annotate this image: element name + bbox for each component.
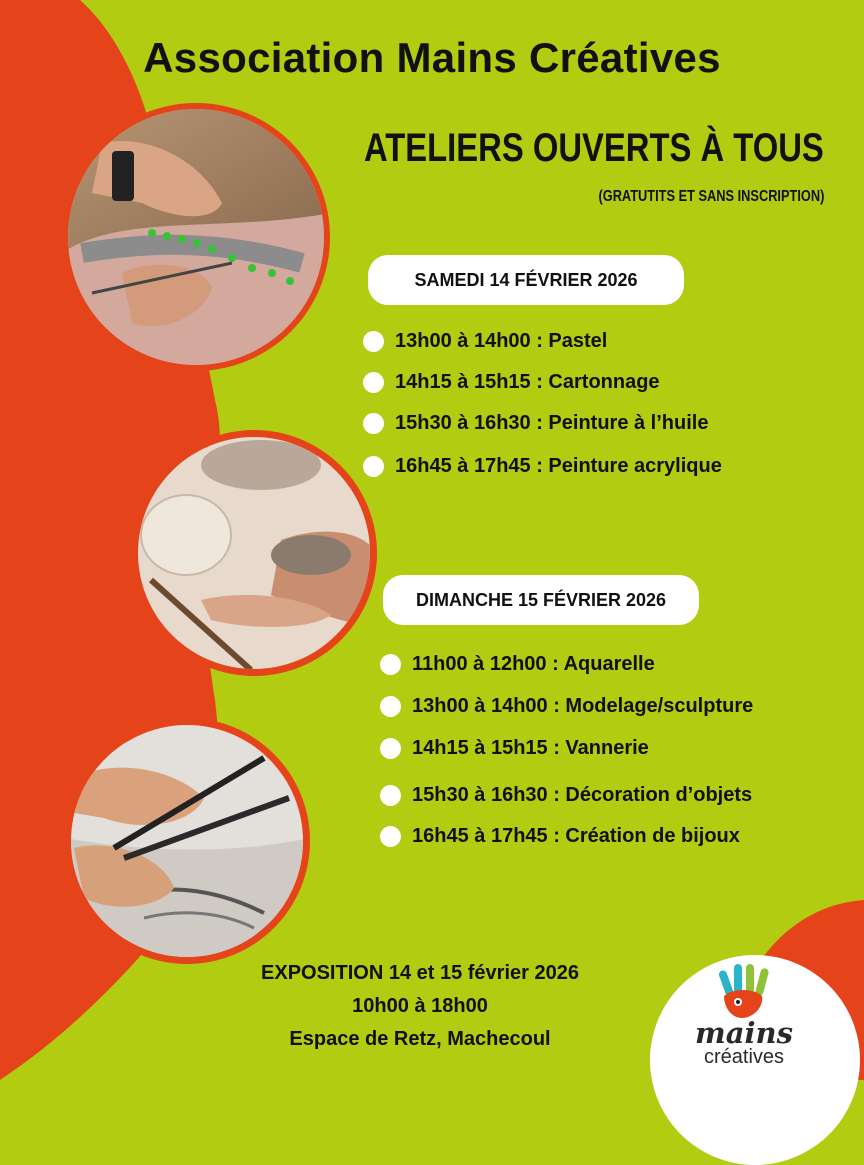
bullet-dot	[380, 696, 401, 717]
list-item	[363, 412, 708, 435]
list-item	[363, 330, 607, 353]
session-text: 15h30 à 16h30 : Peinture à l’huile	[395, 412, 709, 434]
session-text: 16h45 à 17h45 : Création de bijoux	[412, 825, 740, 847]
bullet-dot	[380, 826, 401, 847]
upholstery-photo	[62, 103, 330, 371]
session-text: 13h00 à 14h00 : Pastel	[395, 330, 608, 352]
workshops-headline: ATELIERS OUVERTS À TOUS	[364, 126, 824, 170]
list-item	[380, 784, 752, 807]
drawing-pencils-photo	[64, 718, 310, 964]
bullet-dot	[363, 413, 384, 434]
session-text: 14h15 à 15h15 : Vannerie	[412, 737, 649, 759]
session-text: 16h45 à 17h45 : Peinture acrylique	[395, 455, 722, 477]
raised-hand-face-icon	[712, 962, 782, 1022]
bullet-dot	[363, 372, 384, 393]
bullet-dot	[363, 456, 384, 477]
free-no-registration-note: (GRATUTITS ET SANS INSCRIPTION)	[598, 188, 824, 205]
session-text: 11h00 à 12h00 : Aquarelle	[412, 653, 655, 675]
logo-subtitle: créatives	[703, 1046, 785, 1068]
bullet-dot	[380, 785, 401, 806]
bullet-dot	[363, 331, 384, 352]
list-item	[363, 455, 722, 478]
logo-wordmark: mains	[695, 1016, 793, 1050]
list-item	[363, 371, 660, 394]
clay-modeling-photo	[131, 430, 377, 676]
exhibition-location: Espace de Retz, Machecoul	[289, 1028, 551, 1050]
list-item	[380, 695, 753, 718]
session-text: 13h00 à 14h00 : Modelage/sculpture	[412, 695, 754, 717]
list-item	[380, 825, 740, 848]
exhibition-hours: 10h00 à 18h00	[352, 995, 488, 1017]
saturday-date-pill: SAMEDI 14 FÉVRIER 2026	[368, 255, 684, 305]
session-text: 15h30 à 16h30 : Décoration d’objets	[412, 784, 753, 806]
session-text: 14h15 à 15h15 : Cartonnage	[395, 371, 660, 393]
exhibition-title: EXPOSITION 14 et 15 février 2026	[261, 962, 579, 984]
association-title: Association Mains Créatives	[143, 34, 721, 81]
bullet-dot	[380, 738, 401, 759]
list-item	[380, 653, 655, 676]
bullet-dot	[380, 654, 401, 675]
list-item	[380, 737, 649, 760]
sunday-date-pill: DIMANCHE 15 FÉVRIER 2026	[383, 575, 699, 625]
